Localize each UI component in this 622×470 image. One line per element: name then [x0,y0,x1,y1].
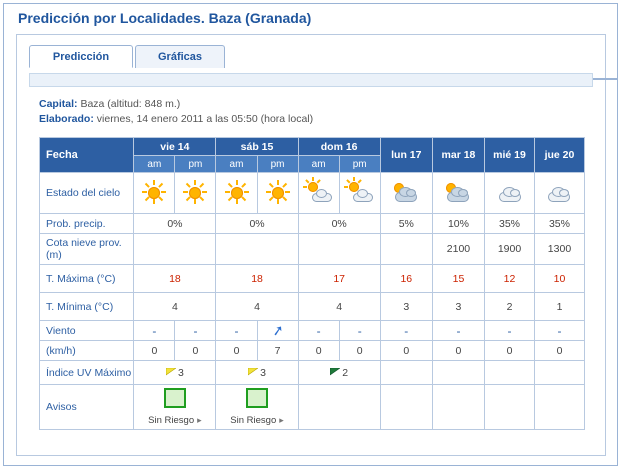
table-row-kmh [40,341,585,361]
header-day-vie14: vie 14 [134,138,216,156]
aviso-jue20 [534,385,584,430]
precip-sab15: 0% [216,214,298,234]
precip-mie19: 35% [485,214,535,234]
cloud-icon [495,179,525,207]
window-frame [3,3,618,466]
wind-cell-1 [134,321,175,341]
wind-dash-icon: - [152,323,157,338]
kmh-cell-6: 0 [339,341,380,361]
sun-icon [263,179,293,207]
tmax-mie19: 12 [485,265,535,293]
tmin-jue20: 1 [534,293,584,321]
cloud-icon [544,179,574,207]
wind-dash-icon: - [404,323,409,338]
wind-cell-8 [432,321,484,341]
snow-vie14 [134,234,216,265]
chevron-right-icon: ▸ [279,414,284,425]
row-label-precip: Prob. precip. [40,214,134,234]
warning-level-box-icon [246,388,268,408]
tmin-mie19: 2 [485,293,535,321]
table-row-tmin [40,293,585,321]
chevron-right-icon: ▸ [197,414,202,425]
elaborado-line [39,112,313,127]
header-day-sab15: sáb 15 [216,138,298,156]
wind-cell-2 [175,321,216,341]
precip-jue20: 35% [534,214,584,234]
header-day-jue20: jue 20 [534,138,584,173]
row-label-snow: Cota nieve prov.(m) [40,234,134,265]
aviso-lun17 [380,385,432,430]
snow-lun17 [380,234,432,265]
header-period-dom16-am: am [298,156,339,173]
precip-lun17: 5% [380,214,432,234]
header-period-sab15-am: am [216,156,257,173]
sky-cell-2 [175,173,216,214]
snow-mar18: 2100 [432,234,484,265]
wind-cell-3 [216,321,257,341]
snow-mie19: 1900 [485,234,535,265]
wind-cell-4 [257,321,298,341]
uv-sab15 [216,361,298,385]
elaborado-label: Elaborado: [39,113,94,125]
tab-prediccion-label: Predicción [52,51,110,63]
tmin-vie14: 4 [134,293,216,321]
table-row-avisos [40,385,585,430]
aviso-sab15[interactable] [216,385,298,430]
table-row-uv [40,361,585,385]
kmh-cell-1: 0 [134,341,175,361]
wind-cell-9 [485,321,535,341]
snow-jue20: 1300 [534,234,584,265]
aviso-vie14[interactable] [134,385,216,430]
elaborado-value: viernes, 14 enero 2011 a las 05:50 (hora local) [96,113,314,125]
sky-cell-6 [339,173,380,214]
sky-cell-1 [134,173,175,214]
forecast-table [39,137,585,430]
tmax-dom16: 17 [298,265,380,293]
aviso-dom16 [298,385,380,430]
wind-dash-icon: - [234,323,239,338]
row-label-tmax: T. Máxima (°C) [40,265,134,293]
aviso-label-vie14[interactable]: Sin Riesgo ▸ [148,414,202,426]
sun-icon [222,179,252,207]
cloud-with-sun-icon [391,179,421,207]
uv-dom16 [298,361,380,385]
uv-flag-icon [330,368,340,377]
row-label-avisos: Avisos [40,385,134,430]
toolbar-strip [29,73,593,87]
table-row-wind [40,321,585,341]
sky-cell-10 [534,173,584,214]
header-day-mar18: mar 18 [432,138,484,173]
sun-behind-cloud-icon [345,179,375,207]
header-day-mie19: mié 19 [485,138,535,173]
aviso-label-sab15[interactable]: Sin Riesgo ▸ [230,414,284,426]
header-fecha: Fecha [40,138,134,173]
tab-graficas[interactable] [135,45,225,68]
wind-dash-icon: - [456,323,461,338]
wind-cell-7 [380,321,432,341]
row-label-uv: Índice UV Máximo [40,361,134,385]
wind-dash-icon: - [507,323,512,338]
wind-dash-icon: - [316,323,321,338]
header-period-vie14-pm: pm [175,156,216,173]
tmin-lun17: 3 [380,293,432,321]
precip-dom16: 0% [298,214,380,234]
capital-line [39,97,313,112]
tmax-mar18: 15 [432,265,484,293]
header-day-lun17: lun 17 [380,138,432,173]
tmin-mar18: 3 [432,293,484,321]
tab-prediccion[interactable] [29,45,133,68]
tab-bar [29,45,605,69]
tmax-jue20: 10 [534,265,584,293]
tmin-dom16: 4 [298,293,380,321]
sky-cell-8 [432,173,484,214]
sky-cell-4 [257,173,298,214]
wind-arrow-icon: ➚ [270,320,285,339]
wind-dash-icon: - [557,323,562,338]
aviso-mie19 [485,385,535,430]
kmh-cell-3: 0 [216,341,257,361]
kmh-cell-2: 0 [175,341,216,361]
tmax-sab15: 18 [216,265,298,293]
kmh-cell-4: 7 [257,341,298,361]
header-period-sab15-pm: pm [257,156,298,173]
kmh-cell-7: 0 [380,341,432,361]
snow-dom16 [298,234,380,265]
uv-vie14 [134,361,216,385]
uv-flag-icon [248,368,258,377]
uv-value-sab15: 3 [260,366,266,379]
uv-jue20 [534,361,584,385]
uv-value-vie14: 3 [177,366,184,379]
sun-icon [139,179,169,207]
snow-sab15 [216,234,298,265]
page-title: Predicción por Localidades. Baza (Granada) [18,10,312,26]
wind-dash-icon: - [357,323,362,338]
precip-mar18: 10% [432,214,484,234]
uv-mar18 [432,361,484,385]
aviso-mar18 [432,385,484,430]
row-label-tmin: T. Mínima (°C) [40,293,134,321]
forecast-panel [16,34,606,456]
sky-cell-7 [380,173,432,214]
row-label-sky: Estado del cielo [40,173,134,214]
tab-graficas-label: Gráficas [157,51,203,63]
table-row-sky [40,173,585,214]
sky-cell-9 [485,173,535,214]
capital-value: Baza (altitud: 848 m.) [80,98,181,110]
sun-icon [180,179,210,207]
cloud-with-sun-icon [443,179,473,207]
kmh-cell-9: 0 [485,341,535,361]
wind-cell-6 [339,321,380,341]
table-header-days [40,138,585,156]
sky-cell-5 [298,173,339,214]
kmh-cell-5: 0 [298,341,339,361]
header-day-dom16: dom 16 [298,138,380,156]
header-period-vie14-am: am [134,156,175,173]
table-row-precip [40,214,585,234]
capital-label: Capital: [39,98,78,110]
row-label-kmh: (km/h) [40,341,134,361]
uv-lun17 [380,361,432,385]
location-info [39,97,313,127]
kmh-cell-8: 0 [432,341,484,361]
warning-level-box-icon [164,388,186,408]
tmax-vie14: 18 [134,265,216,293]
tmax-lun17: 16 [380,265,432,293]
table-row-tmax [40,265,585,293]
row-label-wind: Viento [40,321,134,341]
uv-mie19 [485,361,535,385]
uv-flag-icon [166,368,176,377]
table-row-snow [40,234,585,265]
uv-value-dom16: 2 [342,366,349,379]
wind-cell-5 [298,321,339,341]
wind-dash-icon: - [193,323,198,338]
sky-cell-3 [216,173,257,214]
precip-vie14: 0% [134,214,216,234]
sun-behind-cloud-icon [304,179,334,207]
kmh-cell-10: 0 [534,341,584,361]
header-period-dom16-pm: pm [339,156,380,173]
tmin-sab15: 4 [216,293,298,321]
wind-cell-10 [534,321,584,341]
